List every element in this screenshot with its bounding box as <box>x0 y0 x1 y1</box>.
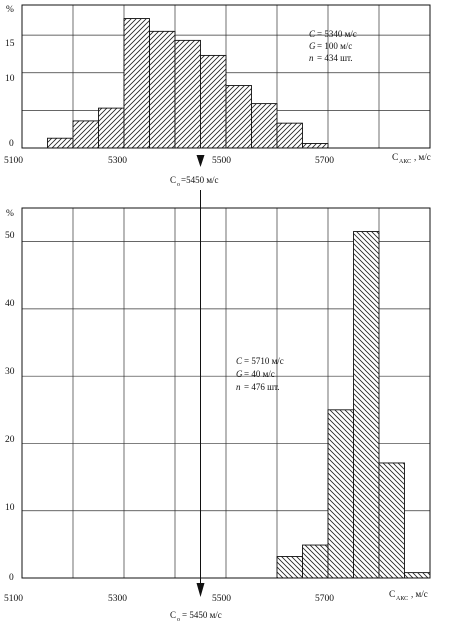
chart-2-x-tick: 5700 <box>315 594 334 604</box>
chart-2-stats-box <box>236 356 284 392</box>
chart-1-xlabel-unit: , м/с <box>414 152 431 162</box>
chart-1-bar <box>175 40 201 148</box>
chart-2-xlabel-main: C <box>389 590 396 600</box>
chart-2-xlabel-unit: , м/с <box>411 589 428 599</box>
chart-1-bar <box>73 121 99 148</box>
chart-2-stat-label: C <box>236 356 243 366</box>
chart-1-bar <box>226 86 252 148</box>
chart-2-y-tick: 30 <box>5 367 15 377</box>
chart-2-y-tick: 0 <box>9 573 14 583</box>
chart-2-marker-main: C <box>170 610 177 620</box>
chart-2-stat-value: = 476 шт. <box>244 382 280 392</box>
chart-2-y-unit: % <box>6 209 14 219</box>
chart-2-y-tick: 20 <box>5 435 15 445</box>
chart-2-bar <box>405 573 431 578</box>
chart-1-stat-value: = 5340 м/с <box>317 29 357 39</box>
chart-2-bar <box>354 232 380 578</box>
chart-2-bars <box>277 232 430 578</box>
chart-1-marker-arrow-icon <box>197 155 205 167</box>
chart-2-x-tick: 5300 <box>108 594 127 604</box>
chart-1-y-unit: % <box>6 5 14 15</box>
chart-2-bar <box>328 410 354 578</box>
chart-2-stat-label: n <box>236 382 241 392</box>
chart-2-y-tick: 10 <box>5 503 15 513</box>
chart-1-stat-value: = 434 шт. <box>317 53 353 63</box>
chart-1-bar <box>252 104 278 148</box>
chart-2-bar <box>379 463 405 578</box>
chart-1-x-tick: 5300 <box>108 156 127 166</box>
chart-1-stat-label: n <box>309 53 314 63</box>
chart-2-y-tick: 50 <box>5 231 15 241</box>
chart-1-stat-value: = 100 м/с <box>317 41 353 51</box>
chart-2-stat-value: = 5710 м/с <box>244 356 284 366</box>
chart-1-y-tick: 15 <box>5 39 15 49</box>
chart-2-stat-value: = 40 м/с <box>244 369 275 379</box>
chart-1-marker-main: C <box>170 175 177 185</box>
chart-1-bar <box>303 143 329 148</box>
chart-1-bar <box>201 55 227 148</box>
chart-1-y-tick: 0 <box>9 139 14 149</box>
chart-1-x-tick: 5700 <box>315 156 334 166</box>
chart-1-stats-box <box>309 29 357 63</box>
chart-2-stat-label: G <box>236 369 243 379</box>
chart-2-bar <box>277 556 303 578</box>
chart-1-xlabel-main: C <box>392 153 399 163</box>
chart-1-marker-sub: о <box>177 182 180 188</box>
chart-2-marker-arrow-icon <box>197 583 205 597</box>
chart-2-y-tick: 40 <box>5 299 15 309</box>
chart-2-x-axis-label <box>389 589 428 602</box>
chart-1-stat-label: C <box>309 29 316 39</box>
chart-1-bar <box>124 19 150 148</box>
histogram-2 <box>4 190 430 622</box>
histogram-1 <box>4 5 431 188</box>
chart-1-x-axis-label <box>392 152 431 165</box>
chart-1-marker-text: =5450 м/с <box>181 175 219 185</box>
chart-1-bar <box>277 123 303 148</box>
chart-1-bar <box>48 138 74 148</box>
chart-2-marker-text: = 5450 м/с <box>182 610 222 620</box>
chart-2-xlabel-sub: АКС <box>396 596 409 602</box>
chart-2-bar <box>303 545 329 578</box>
chart-2-marker-sub: о <box>177 617 180 622</box>
chart-1-x-tick: 5500 <box>212 156 231 166</box>
chart-1-x-tick: 5100 <box>4 156 23 166</box>
chart-1-stat-label: G <box>309 41 316 51</box>
chart-1-bar <box>99 108 125 148</box>
chart-1-xlabel-sub: АКС <box>399 159 412 165</box>
chart-1-bar <box>150 31 176 148</box>
chart-2-x-tick: 5500 <box>212 594 231 604</box>
chart-1-bars <box>48 19 329 148</box>
chart-1-y-tick: 10 <box>5 74 15 84</box>
chart-2-x-tick: 5100 <box>4 594 23 604</box>
